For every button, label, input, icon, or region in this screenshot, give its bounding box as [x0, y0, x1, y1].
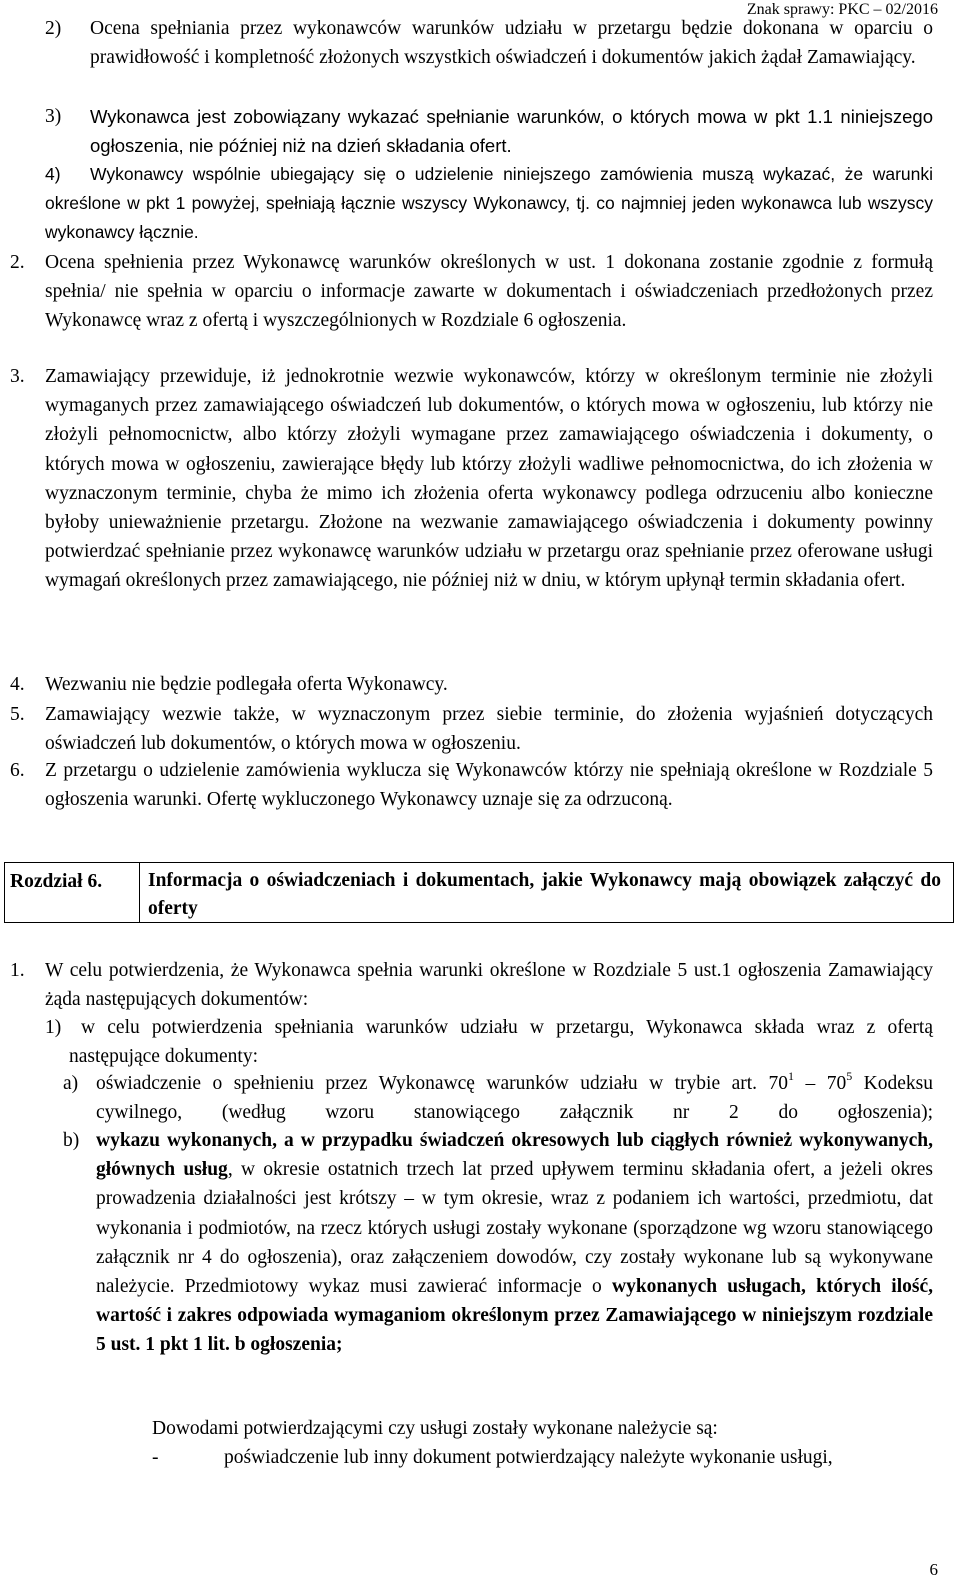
- text-run: oświadczenie o spełnieniu przez Wykonawcę warunków udziału w trybie art. 70: [96, 1073, 788, 1094]
- chapter-title: Informacja o oświadczeniach i dokumentach, jakie Wykonawcy mają obowiązek załączyć do oferty: [148, 870, 941, 919]
- letter-item-text: [96, 1126, 933, 1360]
- text-run: , w okresie ostatnich trzech lat przed upływem terminu składania ofert, a jeżeli okres prowadzenia działalności jest krótszy – w tym okresie, wraz z podaniem ich wartości, przedmiotu, dat wykonania i podmiotów, na rzecz których usługi zostały wykonane (sporządzone wg wzoru stanowiącego załącznik nr 4 do ogłoszenia), oraz załączeniem dowodów, czy zostały wykonane lub są wykonywane należycie. Przedmiotowy wykaz musi zawierać informacje o: [96, 1159, 934, 1298]
- case-reference: Znak sprawy: PKC – 02/2016: [746, 1, 938, 18]
- section-text: Z przetargu o udzielenie zamówienia wyklucza się Wykonawców którzy nie spełniają określone w Rozdziale 5 ogłoszenia warunki. Ofertę wykluczonego Wykonawcy uznaje się za odrzuconą.: [45, 760, 933, 811]
- letter-item-number: b): [63, 1130, 80, 1151]
- item-text: Wykonawca jest zobowiązany wykazać spełnianie warunków, o których mowa w pkt 1.1 niniejszego ogłoszenia, nie później niż na dzień składania ofert.: [90, 106, 933, 157]
- chapter-label: Rozdział 6.: [5, 863, 140, 922]
- item-number: 4): [45, 164, 61, 184]
- text-run: Kodeksu cywilnego, (według wzoru stanowiącego załącznik nr 2 do ogłoszenia);: [96, 1073, 934, 1124]
- bold-run: wykazu wykonanych, a w przypadku świadczeń okresowych lub ciągłych również wykonywanych, głównych usług: [96, 1130, 933, 1181]
- section-text: Wezwaniu nie będzie podlegała oferta Wykonawcy.: [45, 674, 448, 695]
- item-text: [45, 160, 933, 248]
- proof-item: [224, 1443, 933, 1472]
- section-number: 2.: [10, 252, 25, 273]
- dash-bullet: -: [152, 1447, 159, 1468]
- page-number: 6: [929, 1560, 938, 1579]
- chapter-header: [4, 862, 954, 923]
- section-number: 5.: [10, 704, 25, 725]
- letter-item-number: a): [63, 1073, 79, 1094]
- section-text: W celu potwierdzenia, że Wykonawca spełnia warunki określone w Rozdziale 5 ust.1 ogłoszenia Zamawiający żąda następujących dokumentów:: [45, 960, 933, 1011]
- subitem-text-content: w celu potwierdzenia spełniania warunków udziału w przetargu, Wykonawca składa wraz z ofertą następujące dokumenty:: [69, 1017, 933, 1068]
- proof-item-text: poświadczenie lub inny dokument potwierdzający należyte wykonanie usługi,: [224, 1447, 833, 1468]
- subitem-text: [45, 1013, 933, 1071]
- bold-run: wykonanych usługach, których ilość, wartość i zakres odpowiada wymaganiom określonym przez Zamawiającego w niniejszym rozdziale 5 ust. 1 pkt 1 lit. b ogłoszenia;: [96, 1276, 933, 1356]
- text-run: – 70: [794, 1073, 847, 1094]
- section-number: 3.: [10, 366, 25, 387]
- section-text: Ocena spełnienia przez Wykonawcę warunków określonych w ust. 1 dokonana zostanie zgodnie z formułą spełnia/ nie spełnia w oparciu o informacje zawarte w dokumentach i oświadczeniach przedłożonych przez Wykonawcę wraz z ofertą i wyszczególnionych w Rozdziale 6 ogłoszenia.: [45, 252, 933, 332]
- section-text: Zamawiający wezwie także, w wyznaczonym przez siebie terminie, do złożenia wyjaśnień dotyczących oświadczeń lub dokumentów, o których mowa w ogłoszeniu.: [45, 704, 933, 755]
- item-text: Ocena spełniania przez wykonawców warunków udziału w przetargu będzie dokonana w oparciu o prawidłowość i kompletność złożonych wszystkich oświadczeń i dokumentów jakich żądał Zamawiający.: [90, 18, 933, 69]
- section-text: Zamawiający przewiduje, iż jednokrotnie wezwie wykonawców, którzy w określonym terminie nie złożyli wymaganych przez zamawiającego oświadczeń lub dokumentów, o których mowa w ogłoszeniu, lub którzy nie złożyli pełnomocnictw, albo którzy złożyli wymagane przez zamawiającego oświadczenia i dokumenty, o których mowa w ogłoszeniu, zawierające błędy lub którzy złożyli wadliwe pełnomocnictwa, do ich złożenia w wyznaczonym terminie, chyba że mimo ich złożenia oferta wykonawcy podlega odrzuceniu albo konieczne byłoby unieważnienie przetargu. Złożone na wezwanie zamawiającego oświadczenia i dokumenty powinny potwierdzać spełnianie przez wykonawcę warunków udziału w przetargu oraz spełnianie przez oferowane usługi wymagań określonych przez zamawiającego, nie później niż w dniu, w którym upłynął termin składania ofert.: [45, 366, 933, 592]
- item-text-content: Wykonawcy wspólnie ubiegający się o udzielenie niniejszego zamówienia muszą wykazać, że warunki określone w pkt 1 powyżej, spełniają łącznie wszyscy Wykonawcy, tj. co najmniej jeden wykonawca lub wszyscy wykonawcy łącznie.: [45, 164, 933, 243]
- item-number: 2): [45, 18, 62, 39]
- subitem-number: 1): [45, 1017, 62, 1038]
- superscript: 5: [846, 1068, 853, 1083]
- superscript: 1: [788, 1068, 794, 1083]
- section-number: 1.: [10, 960, 25, 981]
- section-number: 4.: [10, 674, 25, 695]
- section-number: 6.: [10, 760, 25, 781]
- item-number: 3): [45, 106, 62, 127]
- letter-item-text: [96, 1069, 933, 1127]
- proof-intro: Dowodami potwierdzającymi czy usługi zostały wykonane należycie są:: [152, 1418, 718, 1439]
